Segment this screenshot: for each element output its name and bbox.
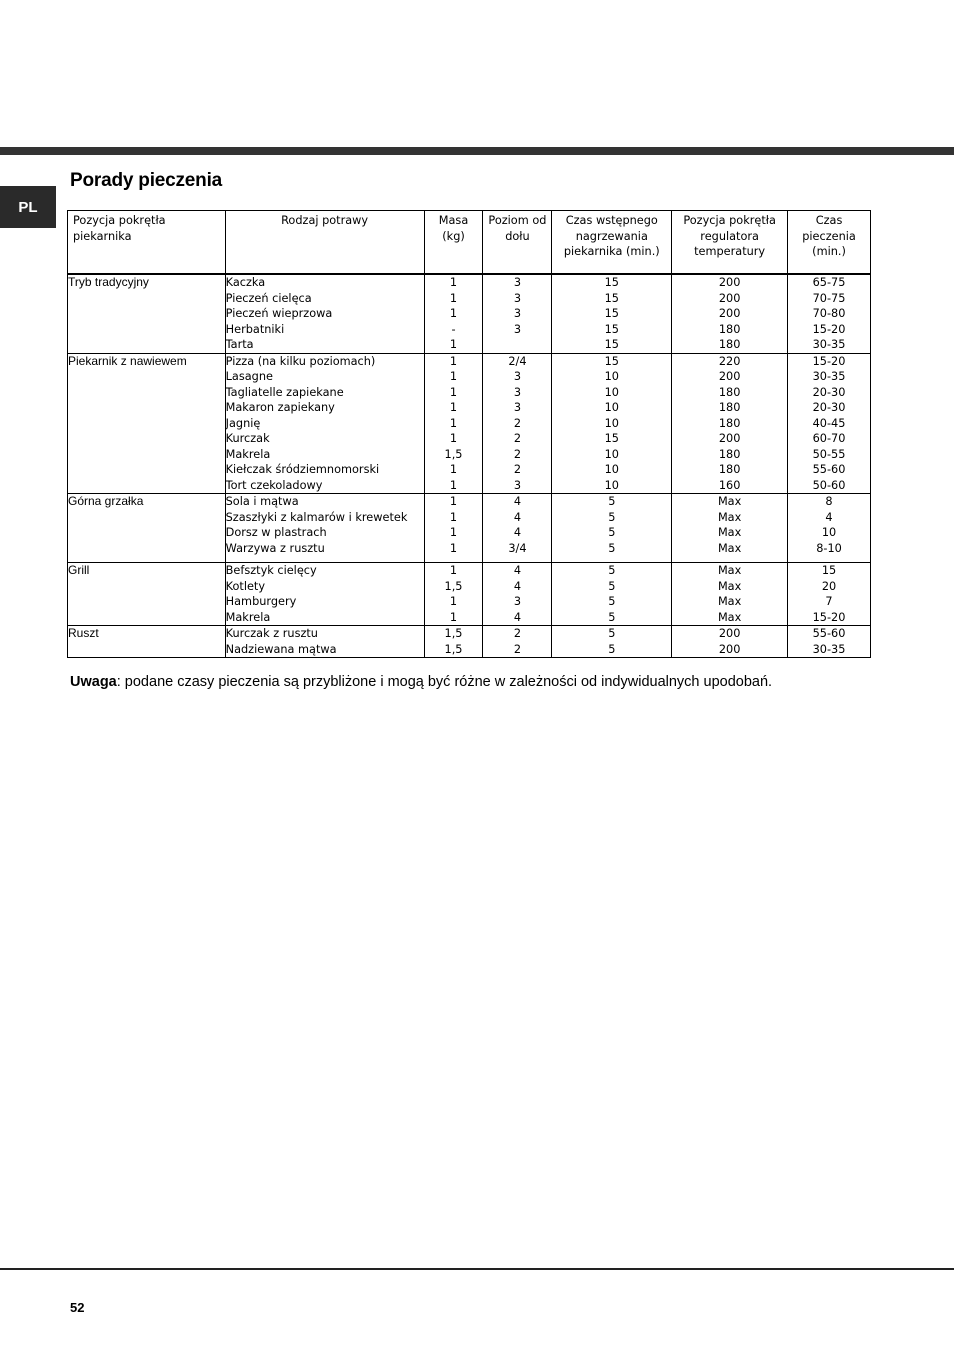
- dishes-value: Dorsz w plastrach: [225, 526, 327, 539]
- mass-value: 1: [449, 610, 458, 624]
- temp-value: 180: [718, 416, 741, 430]
- dishes-value: Kurczak z rusztu: [225, 627, 318, 640]
- preheat-value: 10: [604, 401, 619, 414]
- mass-value: 1: [449, 526, 458, 539]
- temp-value: 180: [718, 338, 741, 351]
- dishes-cell: [225, 353, 424, 494]
- level-value: 4: [513, 610, 522, 624]
- level-value: 2: [513, 447, 522, 461]
- preheat-value: 5: [608, 627, 616, 640]
- dishes-value: Pieczeń wieprzowa: [225, 307, 333, 320]
- mass-value: 1: [449, 463, 458, 476]
- dishes-value: Kaczka: [225, 276, 266, 289]
- level-value: 4: [513, 564, 522, 577]
- mass-cell: [424, 274, 483, 353]
- mode-cell: Tryb tradycyjny: [68, 274, 226, 353]
- level-value: 3: [513, 291, 522, 305]
- mass-value: 1,5: [444, 579, 463, 593]
- temp-value: 220: [718, 354, 741, 368]
- mass-cell: [424, 494, 483, 563]
- dishes-value: Makaron zapiekany: [225, 401, 335, 414]
- dishes-value: Herbatniki: [225, 322, 285, 336]
- mass-value: 1: [449, 385, 458, 399]
- level-value: 3: [513, 370, 522, 383]
- preheat-value: 10: [604, 447, 619, 461]
- temp-value: 200: [718, 642, 741, 656]
- dishes-cell: [225, 626, 424, 658]
- preheat-value: 10: [604, 385, 619, 399]
- note-label: Uwaga: [70, 674, 117, 690]
- dishes-value: Kotlety: [225, 579, 266, 593]
- mass-value: 1: [449, 276, 458, 289]
- mass-value: 1: [449, 370, 458, 383]
- level-cell: [483, 353, 552, 494]
- dishes-value: Tarta: [225, 338, 254, 351]
- preheat-value: 5: [608, 579, 616, 593]
- mass-value: 1: [449, 354, 458, 368]
- time-value: 20: [821, 579, 837, 593]
- level-value: 2: [513, 463, 522, 476]
- time-cell: [788, 626, 871, 658]
- dishes-value: Hamburgery: [225, 595, 297, 608]
- time-cell: [788, 353, 871, 494]
- dishes-value: Makrela: [225, 447, 271, 461]
- time-value: 55-60: [812, 627, 846, 640]
- time-value: 15-20: [812, 610, 846, 624]
- temp-value: Max: [717, 541, 742, 555]
- preheat-value: 10: [604, 416, 619, 430]
- mass-value: 1: [449, 338, 458, 351]
- preheat-cell: [552, 626, 672, 658]
- mass-value: 1,5: [444, 447, 463, 461]
- temp-cell: [672, 274, 788, 353]
- temp-value: Max: [717, 610, 742, 624]
- preheat-cell: [552, 274, 672, 353]
- preheat-value: 5: [608, 642, 616, 656]
- dishes-cell: [225, 563, 424, 626]
- mode-cell: Górna grzałka: [68, 494, 226, 563]
- level-value: 2: [513, 432, 522, 445]
- level-value: 3: [513, 478, 522, 492]
- table-row: [68, 274, 871, 353]
- dishes-value: Kiełczak śródziemnomorski: [225, 463, 380, 476]
- preheat-cell: [552, 353, 672, 494]
- temp-value: 200: [718, 307, 741, 320]
- temp-cell: [672, 494, 788, 563]
- level-cell: [483, 563, 552, 626]
- baking-table: [67, 210, 871, 658]
- dishes-value: Tort czekoladowy: [225, 478, 323, 492]
- preheat-value: 10: [604, 463, 619, 476]
- time-value: 30-35: [812, 370, 846, 383]
- preheat-value: 10: [604, 370, 619, 383]
- level-cell: [483, 494, 552, 563]
- level-value: 2: [513, 627, 522, 640]
- table-row: [68, 494, 871, 563]
- top-rule: [0, 147, 954, 155]
- level-value: 2: [513, 416, 522, 430]
- preheat-value: 15: [604, 432, 619, 445]
- header-temp: Pozycja pokrętła regulatora temperatury: [672, 211, 788, 275]
- dishes-value: Pizza (na kilku poziomach): [225, 354, 376, 368]
- table-row: [68, 353, 871, 494]
- table-header-row: [68, 211, 871, 275]
- level-value: 3: [513, 276, 522, 289]
- table-row: [68, 626, 871, 658]
- time-value: 65-75: [812, 276, 846, 289]
- preheat-value: 15: [604, 354, 619, 368]
- mass-cell: [424, 626, 483, 658]
- header-preheat: Czas wstępnego nagrzewania piekarnika (min.): [552, 211, 672, 275]
- preheat-value: 5: [608, 510, 616, 524]
- time-value: 50-55: [812, 447, 846, 461]
- temp-value: 180: [718, 463, 741, 476]
- preheat-value: 5: [608, 526, 616, 539]
- temp-value: 180: [718, 401, 741, 414]
- level-value: 3: [513, 385, 522, 399]
- mass-value: 1: [449, 495, 458, 508]
- mass-value: -: [451, 322, 456, 336]
- temp-value: 200: [718, 432, 741, 445]
- dishes-value: Lasagne: [225, 370, 273, 383]
- time-value: 8: [825, 495, 833, 508]
- preheat-value: 15: [604, 291, 619, 305]
- time-value: 15-20: [812, 354, 846, 368]
- mass-value: 1,5: [444, 642, 463, 656]
- level-value: 3: [513, 307, 522, 320]
- time-value: 70-75: [812, 291, 846, 305]
- mass-value: 1: [449, 510, 458, 524]
- dishes-value: Befsztyk cielęcy: [225, 564, 317, 577]
- temp-value: 200: [718, 291, 741, 305]
- mass-value: 1: [449, 478, 458, 492]
- time-cell: [788, 494, 871, 563]
- temp-value: 200: [718, 370, 741, 383]
- dishes-value: Nadziewana mątwa: [225, 642, 337, 656]
- mode-cell: Ruszt: [68, 626, 226, 658]
- mass-value: 1: [449, 541, 458, 555]
- preheat-value: 5: [608, 610, 616, 624]
- header-mode: Pozycja pokrętła piekarnika: [68, 211, 226, 275]
- table-row: [68, 563, 871, 626]
- time-cell: [788, 274, 871, 353]
- time-value: 7: [825, 595, 833, 608]
- preheat-cell: [552, 563, 672, 626]
- mass-value: 1: [449, 416, 458, 430]
- page-title: Porady pieczenia: [70, 170, 223, 191]
- preheat-value: 15: [604, 322, 619, 336]
- temp-value: 160: [718, 478, 741, 492]
- time-value: 8-10: [816, 541, 842, 555]
- dishes-value: Pieczeń cielęca: [225, 291, 312, 305]
- mass-value: 1: [449, 291, 458, 305]
- level-cell: [483, 274, 552, 353]
- temp-value: Max: [717, 495, 742, 508]
- dishes-value: Makrela: [225, 610, 271, 624]
- time-value: 20-30: [812, 385, 846, 399]
- dishes-value: Jagnię: [225, 416, 261, 430]
- header-time: Czas pieczenia (min.): [788, 211, 871, 275]
- dishes-cell: [225, 274, 424, 353]
- level-value: 3: [513, 401, 522, 414]
- temp-cell: [672, 626, 788, 658]
- time-value: 30-35: [812, 338, 846, 351]
- level-value: 4: [513, 526, 522, 539]
- dishes-value: Tagliatelle zapiekane: [225, 385, 344, 399]
- preheat-value: 5: [608, 495, 616, 508]
- temp-value: 200: [718, 276, 741, 289]
- time-value: 20-30: [812, 401, 846, 414]
- level-value: 3/4: [508, 541, 527, 555]
- preheat-value: 5: [608, 564, 616, 577]
- dishes-value: Sola i mątwa: [225, 495, 299, 508]
- temp-value: 180: [718, 447, 741, 461]
- time-value: 70-80: [812, 307, 846, 320]
- note: [70, 674, 772, 690]
- level-value: 4: [513, 579, 522, 593]
- level-value: 2: [513, 642, 522, 656]
- preheat-value: 15: [604, 338, 619, 351]
- mass-value: 1: [449, 595, 458, 608]
- mode-cell: Piekarnik z nawiewem: [68, 353, 226, 494]
- mass-value: 1: [449, 401, 458, 414]
- dishes-cell: [225, 494, 424, 563]
- time-value: 30-35: [812, 642, 846, 656]
- time-value: 50-60: [812, 478, 846, 492]
- dishes-value: Kurczak: [225, 432, 270, 445]
- mass-value: 1: [449, 432, 458, 445]
- time-value: 10: [821, 526, 837, 539]
- preheat-value: 15: [604, 307, 619, 320]
- level-value: 4: [513, 510, 522, 524]
- preheat-value: 5: [608, 541, 616, 555]
- temp-cell: [672, 353, 788, 494]
- header-dish: Rodzaj potrawy: [225, 211, 424, 275]
- time-cell: [788, 563, 871, 626]
- mass-cell: [424, 563, 483, 626]
- preheat-value: 5: [608, 595, 616, 608]
- mass-value: 1: [449, 307, 458, 320]
- note-text: : podane czasy pieczenia są przybliżone i mogą być różne w zależności od indywidualnych upodobań.: [116, 674, 773, 690]
- dishes-value: Warzywa z rusztu: [225, 541, 325, 555]
- preheat-cell: [552, 494, 672, 563]
- time-value: 15: [821, 564, 837, 577]
- level-value: 2/4: [508, 354, 527, 368]
- time-value: 4: [825, 510, 833, 524]
- temp-value: 200: [718, 627, 741, 640]
- preheat-value: 10: [604, 478, 619, 492]
- temp-value: Max: [717, 564, 742, 577]
- time-value: 15-20: [812, 322, 846, 336]
- temp-value: Max: [717, 579, 742, 593]
- mass-value: 1: [449, 564, 458, 577]
- language-tab: PL: [0, 186, 56, 228]
- time-value: 55-60: [812, 463, 846, 476]
- mode-cell: Grill: [68, 563, 226, 626]
- dishes-value: Szaszłyki z kalmarów i krewetek: [225, 510, 408, 524]
- level-value: 4: [513, 495, 522, 508]
- time-value: 40-45: [812, 416, 846, 430]
- mass-cell: [424, 353, 483, 494]
- temp-value: Max: [717, 595, 742, 608]
- time-value: 60-70: [812, 432, 846, 445]
- temp-value: Max: [717, 526, 742, 539]
- level-cell: [483, 626, 552, 658]
- level-value: [483, 337, 551, 353]
- level-value: 3: [513, 322, 522, 336]
- header-mass: Masa (kg): [424, 211, 483, 275]
- temp-value: 180: [718, 322, 741, 336]
- header-level: Poziom od dołu: [483, 211, 552, 275]
- temp-cell: [672, 563, 788, 626]
- page-number: 52: [70, 1300, 85, 1315]
- level-value: 3: [513, 595, 522, 608]
- temp-value: 180: [718, 385, 741, 399]
- bottom-rule: [0, 1268, 954, 1270]
- temp-value: Max: [717, 510, 742, 524]
- mass-value: 1,5: [444, 627, 463, 640]
- preheat-value: 15: [604, 276, 619, 289]
